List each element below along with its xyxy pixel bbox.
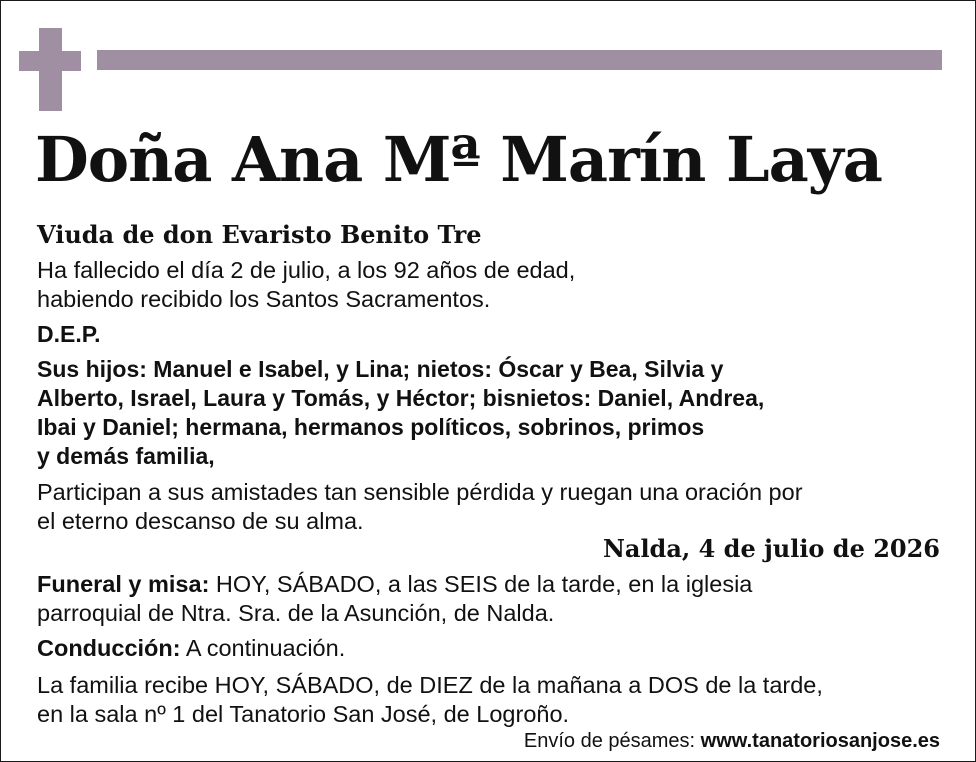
participation-line-2: el eterno descanso de su alma.	[37, 508, 364, 534]
family-line-4: y demás familia,	[37, 443, 215, 469]
widow-of-line: Viuda de don Evaristo Benito Tre	[37, 220, 482, 249]
funeral-line-2: parroquial de Ntra. Sra. de la Asunción, de Nalda.	[37, 600, 555, 626]
deceased-name: Doña Ana Mª Marín Laya	[35, 123, 882, 196]
family-line-2: Alberto, Israel, Laura y Tomás, y Héctor; bisnietos: Daniel, Andrea,	[37, 385, 765, 411]
family-line-3: Ibai y Daniel; hermana, hermanos políticos, sobrinos, primos	[37, 414, 705, 440]
condolences-line	[524, 727, 940, 755]
dep-label: D.E.P.	[37, 321, 101, 347]
header-rule	[97, 50, 942, 70]
death-line-1: Ha fallecido el día 2 de julio, a los 92 años de edad,	[37, 257, 576, 283]
conduccion-text: A continuación.	[180, 635, 346, 661]
funeral-line-1	[37, 570, 752, 599]
reception-line-2: en la sala nº 1 del Tanatorio San José, de Logroño.	[37, 701, 570, 727]
cross-icon-horizontal	[19, 51, 81, 71]
funeral-label: Funeral y misa:	[37, 571, 210, 597]
condolences-label: Envío de pésames:	[523, 730, 701, 752]
death-line-2: habiendo recibido los Santos Sacramentos.	[37, 286, 491, 312]
funeral-text-1: HOY, SÁBADO, a las SEIS de la tarde, en la iglesia	[209, 571, 753, 597]
family-line-1: Sus hijos: Manuel e Isabel, y Lina; nietos: Óscar y Bea, Silvia y	[37, 356, 724, 382]
conduccion-line	[37, 634, 345, 663]
participation-line-1: Participan a sus amistades tan sensible pérdida y ruegan una oración por	[37, 479, 803, 505]
condolences-website-link[interactable]: www.tanatoriosanjose.es	[700, 730, 940, 752]
place-date: Nalda, 4 de julio de 2026	[602, 534, 940, 563]
conduccion-label: Conducción:	[37, 635, 181, 661]
reception-line-1: La familia recibe HOY, SÁBADO, de DIEZ de la mañana a DOS de la tarde,	[37, 672, 823, 698]
